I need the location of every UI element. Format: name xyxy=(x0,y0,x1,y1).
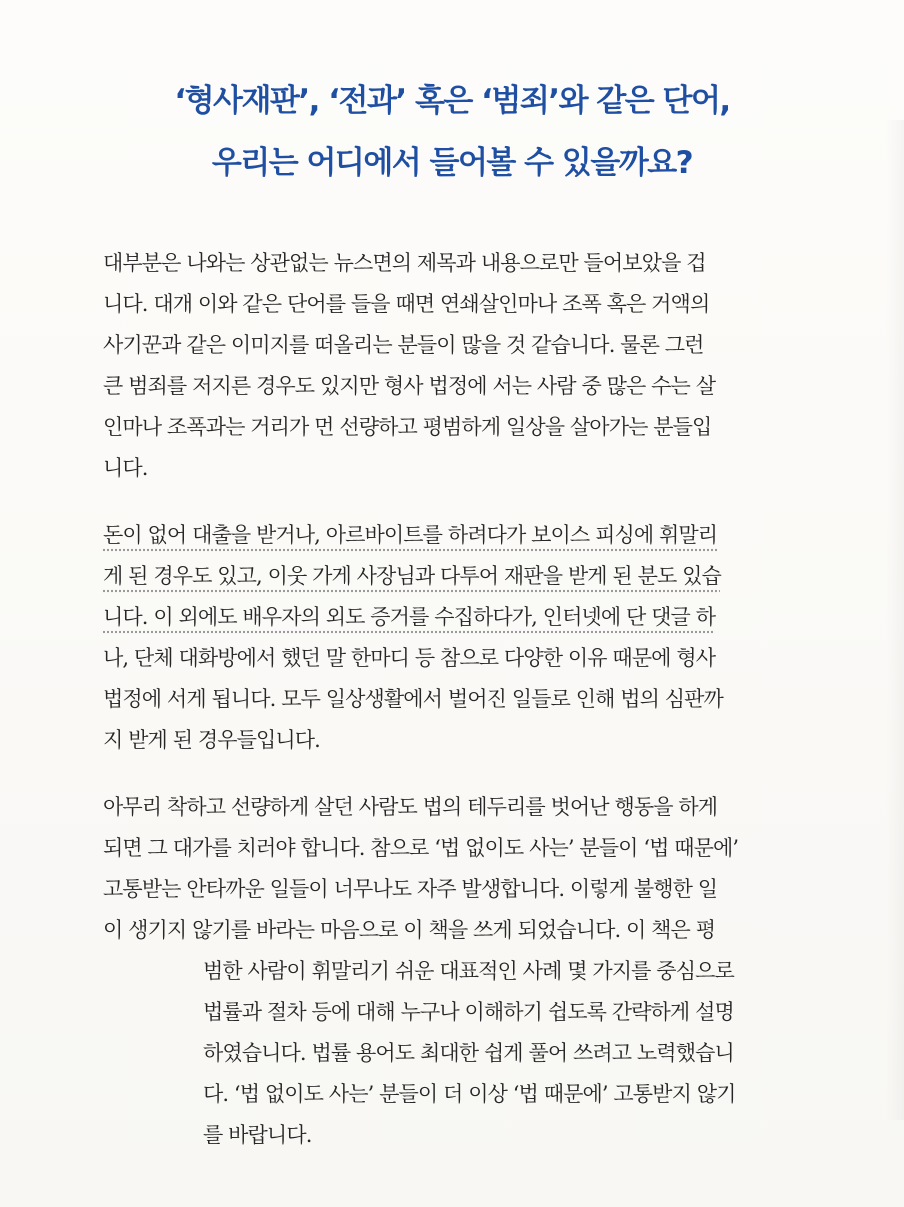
page-edge-shadow xyxy=(886,120,904,1120)
paragraph-line: 고통받는 안타까운 일들이 너무나도 자주 발생합니다. 이렇게 불행한 일 xyxy=(103,877,718,901)
paragraph-line: 하였습니다. 법률 용어도 최대한 쉽게 풀어 쓰려고 노력했습니 xyxy=(203,1041,734,1065)
paragraph-line: 인마나 조폭과는 거리가 먼 선량하고 평범하게 일상을 살아가는 분들입 xyxy=(103,415,712,439)
paragraph-line: 니다. 대개 이와 같은 단어를 들을 때면 연쇄살인마나 조폭 혹은 거액의 xyxy=(103,292,710,316)
paragraph-3-indented xyxy=(203,951,736,1156)
paragraph-line: 법정에 서게 됩니다. 모두 일상생활에서 벌어진 일들로 인해 법의 심판까 xyxy=(103,687,723,711)
paragraph-line-underlined: 돈이 없어 대출을 받거나, 아르바이트를 하려다가 보이스 피싱에 휘말리 xyxy=(103,523,718,547)
paragraph-line: 니다. xyxy=(103,456,148,480)
paragraph-line: 이 생기지 않기를 바라는 마음으로 이 책을 쓰게 되었습니다. 이 책은 평 xyxy=(103,918,716,942)
paragraph-line: 지 받게 된 경우들입니다. xyxy=(103,728,320,752)
page-heading xyxy=(0,70,904,194)
paragraph-line: 큰 범죄를 저지른 경우도 있지만 형사 법정에 서는 사람 중 많은 수는 살 xyxy=(103,374,716,398)
paragraph-3 xyxy=(103,787,738,951)
paragraph-line: 나, 단체 대화방에서 했던 말 한마디 등 참으로 다양한 이유 때문에 형사 xyxy=(103,646,716,670)
heading-line-1: ‘형사재판’, ‘전과’ 혹은 ‘범죄’와 같은 단어, xyxy=(174,83,730,119)
paragraph-line-underlined: 니다. 이 외에도 배우자의 외도 증거를 수집하다가, 인터넷에 단 댓글 하 xyxy=(103,605,716,629)
paragraph-line-underlined: 게 된 경우도 있고, 이웃 가게 사장님과 다투어 재판을 받게 된 분도 있습 xyxy=(103,564,721,588)
paragraph-line: 를 바랍니다. xyxy=(203,1123,312,1147)
paragraph-line: 사기꾼과 같은 이미지를 떠올리는 분들이 많을 것 같습니다. 물론 그런 xyxy=(103,333,704,357)
paragraph-2 xyxy=(103,515,723,761)
paragraph-line: 다. ‘법 없이도 사는’ 분들이 더 이상 ‘법 때문에’ 고통받지 않기 xyxy=(203,1082,736,1106)
paragraph-line: 아무리 착하고 선량하게 살던 사람도 법의 테두리를 벗어난 행동을 하게 xyxy=(103,795,718,819)
paragraph-line: 법률과 절차 등에 대해 누구나 이해하기 쉽도록 간략하게 설명 xyxy=(203,1000,734,1024)
paragraph-line: 되면 그 대가를 치러야 합니다. 참으로 ‘법 없이도 사는’ 분들이 ‘법 때문에’ xyxy=(103,836,739,860)
heading-line-2: 우리는 어디에서 들어볼 수 있을까요? xyxy=(211,145,693,181)
paragraph-1 xyxy=(103,243,715,489)
paragraph-line: 범한 사람이 휘말리기 쉬운 대표적인 사례 몇 가지를 중심으로 xyxy=(203,959,734,983)
paragraph-line: 대부분은 나와는 상관없는 뉴스면의 제목과 내용으로만 들어보았을 겁 xyxy=(103,251,706,275)
